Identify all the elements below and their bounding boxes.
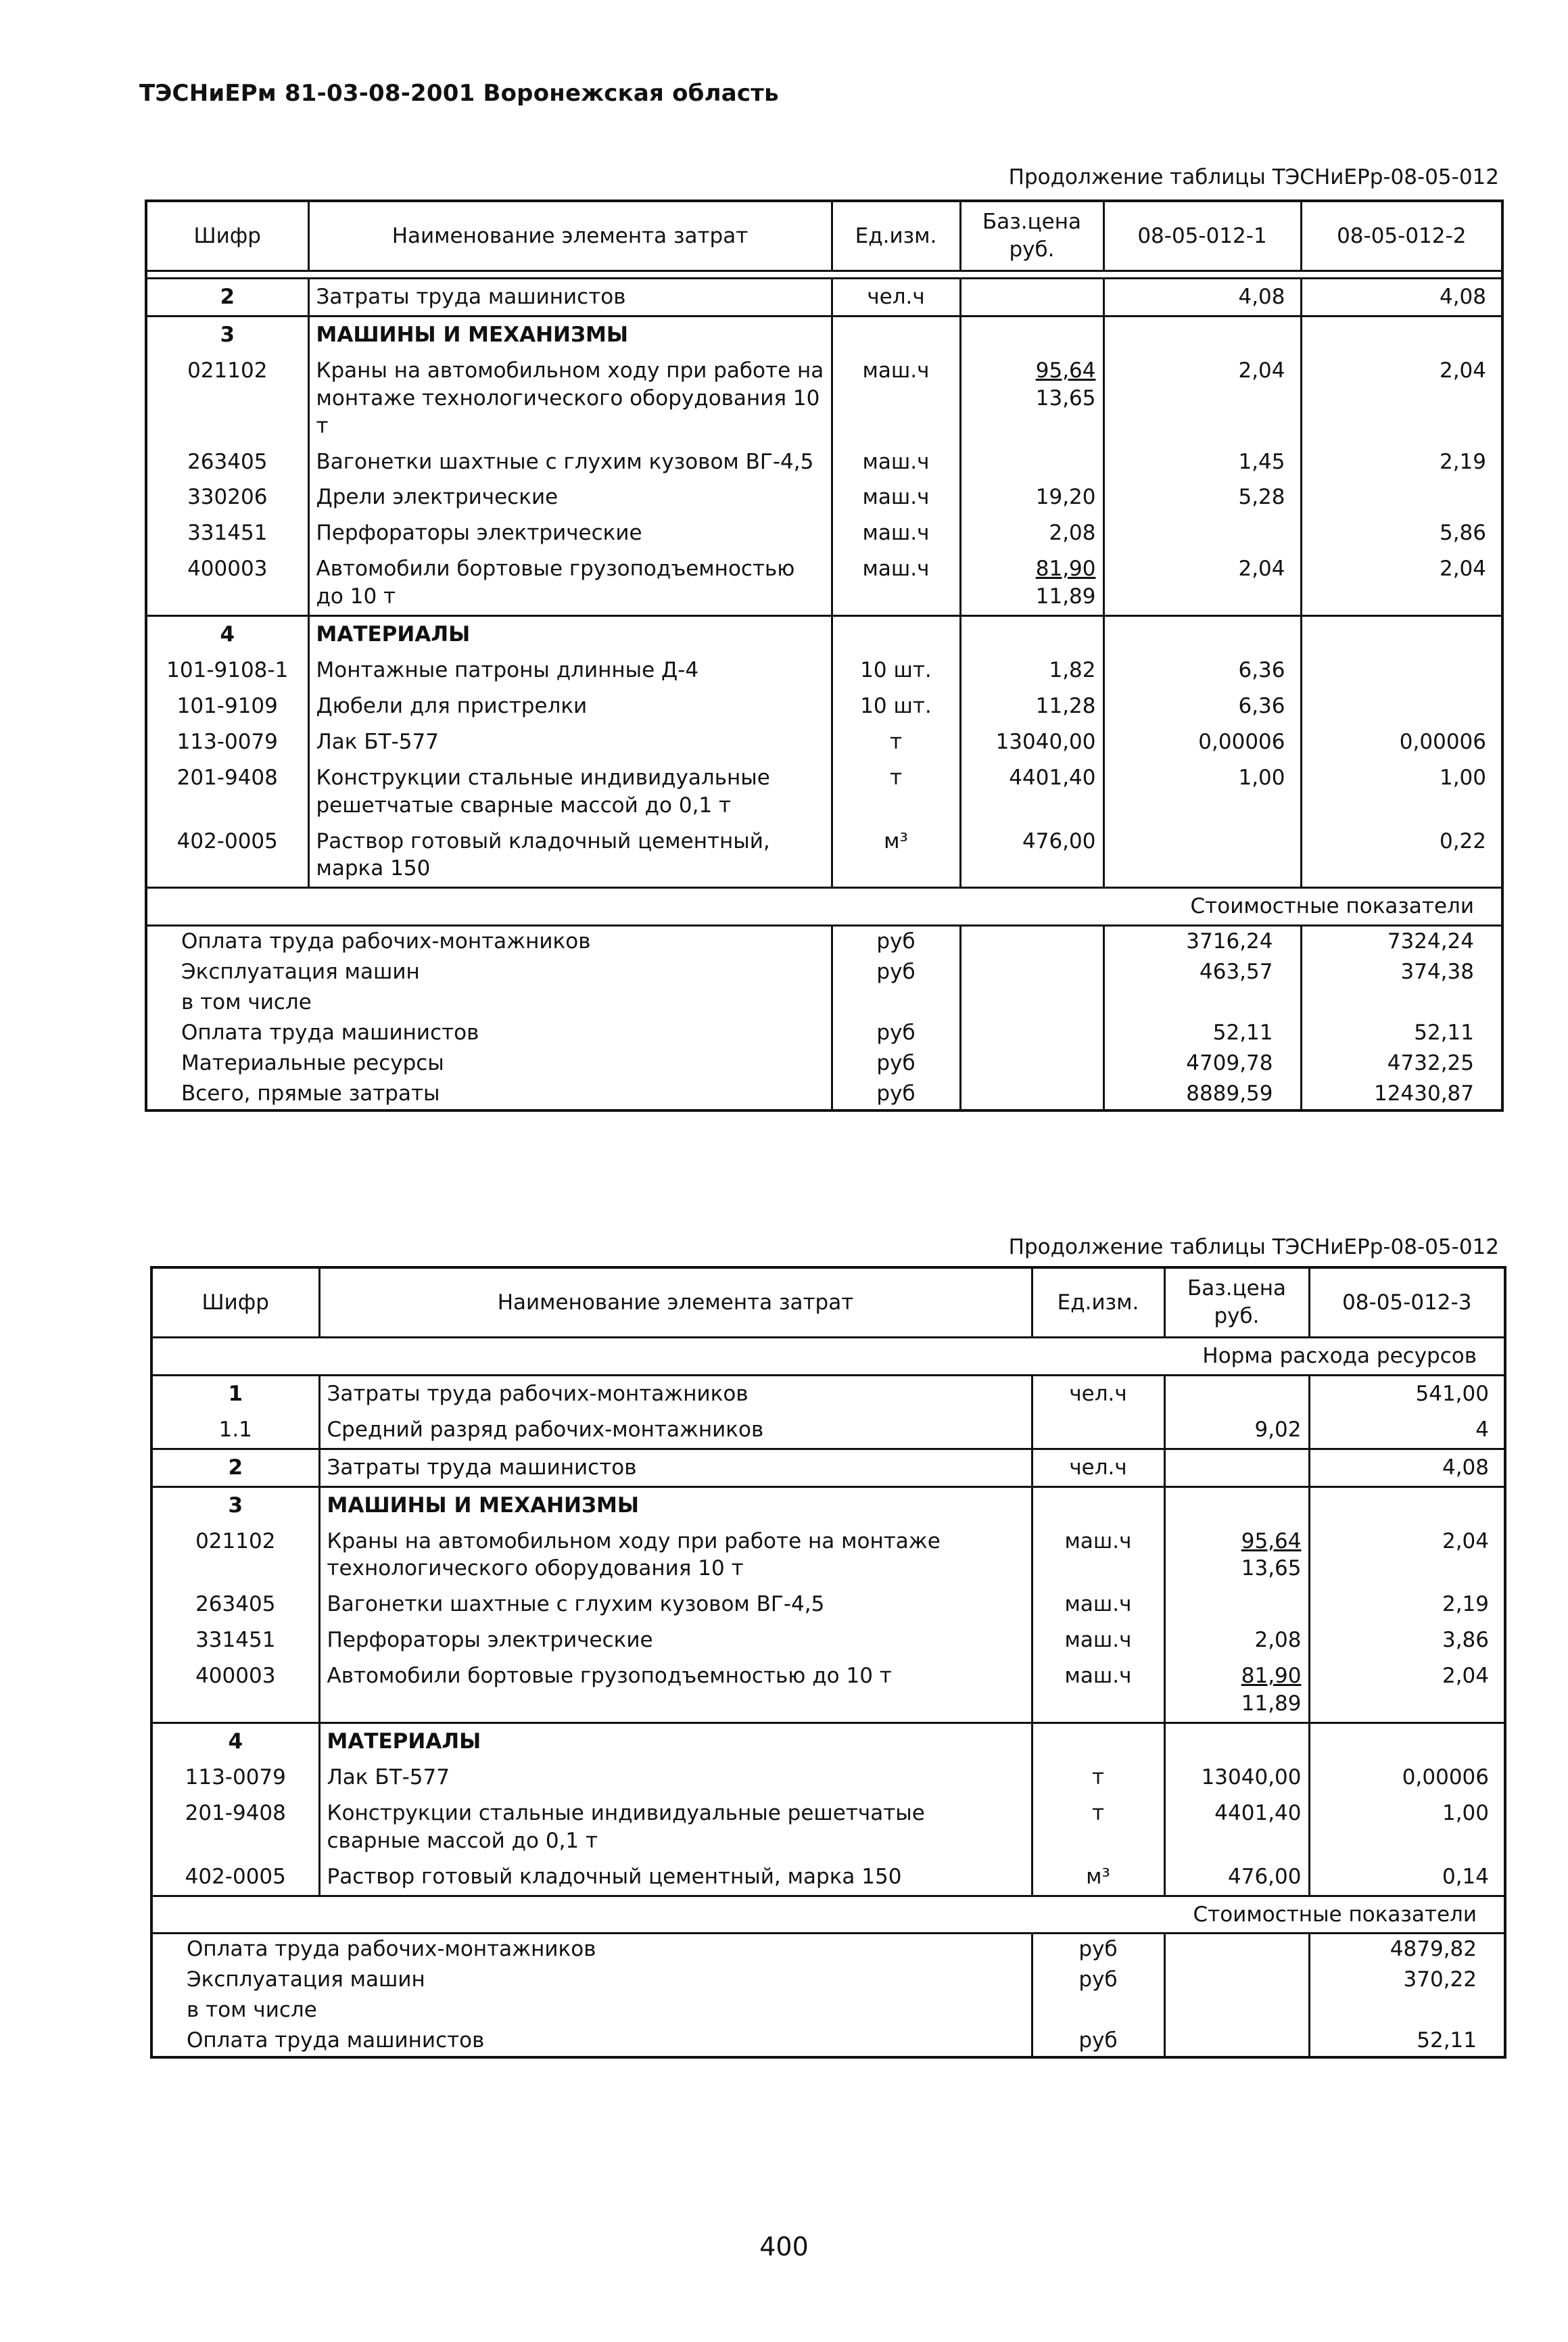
- row-name: Затраты труда рабочих-монтажников: [319, 1375, 1032, 1411]
- row-price: 4401,40: [960, 760, 1103, 824]
- row-value-c3: 0,14: [1309, 1859, 1505, 1896]
- summary-value-c3: 370,22: [1309, 1965, 1505, 1995]
- summary-row: [151, 2025, 1505, 2057]
- row-value-c2: 1,00: [1301, 760, 1502, 824]
- row-code: 2: [151, 1449, 319, 1486]
- summary-value-c1: 52,11: [1103, 1018, 1301, 1048]
- table-row: [151, 1796, 1505, 1859]
- summary-name: Материальные ресурсы: [181, 1050, 444, 1075]
- row-name: Раствор готовый кладочный цементный, марка 150: [319, 1859, 1032, 1896]
- row-name: Перфораторы электрические: [319, 1622, 1032, 1658]
- table-row: [146, 824, 1502, 888]
- table-row: [146, 653, 1502, 688]
- summary-row: [146, 987, 1502, 1018]
- table-row: [151, 1723, 1505, 1759]
- row-name: Краны на автомобильном ходу при работе на монтаже технологического оборудования 10 т: [308, 353, 832, 444]
- row-unit: маш.ч: [832, 551, 960, 615]
- col-header-c1: 08-05-012-1: [1103, 201, 1301, 271]
- row-code: 400003: [187, 557, 268, 582]
- table-row: [151, 1375, 1505, 1411]
- row-value-c1: 1,45: [1103, 444, 1301, 480]
- row-name: Перфораторы электрические: [308, 515, 832, 551]
- table-row: [151, 1412, 1505, 1449]
- section-title: МАШИНЫ И МЕХАНИЗМЫ: [319, 1486, 1032, 1523]
- table2-continuation: Продолжение таблицы ТЭСНиЕРр-08-05-012: [1008, 1235, 1499, 1259]
- table-row: [151, 1622, 1505, 1658]
- table-row: [151, 1449, 1505, 1486]
- table-row: [151, 1524, 1505, 1587]
- table-row: [146, 688, 1502, 724]
- row-value-c2: 2,19: [1301, 444, 1502, 480]
- summary-value-c2: 4732,25: [1301, 1048, 1502, 1079]
- row-name: Вагонетки шахтные с глухим кузовом ВГ-4,5: [319, 1587, 1032, 1622]
- row-value-c1: 2,04: [1103, 353, 1301, 444]
- row-value-c1: 2,04: [1103, 551, 1301, 615]
- row-name: Вагонетки шахтные с глухим кузовом ВГ-4,5: [308, 444, 832, 480]
- summary-name: Всего, прямые затраты: [181, 1081, 440, 1106]
- col-header-code: Шифр: [146, 201, 308, 271]
- row-value-c2: 4,08: [1301, 279, 1502, 317]
- summary-unit: руб: [832, 926, 960, 957]
- col-header-name: Наименование элемента затрат: [319, 1267, 1032, 1338]
- summary-unit: руб: [1032, 1965, 1164, 1995]
- row-name: Конструкции стальные индивидуальные решетчатые сварные массой до 0,1 т: [308, 760, 832, 824]
- section-code: 3: [146, 316, 308, 352]
- row-unit: м³: [832, 824, 960, 888]
- summary-name: Оплата труда машинистов: [181, 1020, 479, 1045]
- col-header-name: Наименование элемента затрат: [308, 201, 832, 271]
- row-code: 101-9109: [176, 693, 278, 718]
- row-name: Дрели электрические: [308, 479, 832, 515]
- row-value-c1: 4,08: [1103, 279, 1301, 317]
- table2-header-row: [151, 1267, 1505, 1338]
- row-unit: т: [832, 760, 960, 824]
- row-name: Автомобили бортовые грузоподъемностью до 10 т: [308, 551, 832, 615]
- row-code: 113-0079: [185, 1764, 286, 1789]
- section-title: МАШИНЫ И МЕХАНИЗМЫ: [308, 316, 832, 352]
- summary-value-c2: 52,11: [1301, 1018, 1502, 1048]
- row-price: 13040,00: [960, 724, 1103, 760]
- row-name: Затраты труда машинистов: [319, 1449, 1032, 1486]
- col-header-c3: 08-05-012-3: [1309, 1267, 1505, 1338]
- row-value-c3: 1,00: [1309, 1796, 1505, 1859]
- table-row: [146, 616, 1502, 653]
- row-price: [960, 444, 1103, 480]
- row-price: 19,20: [960, 479, 1103, 515]
- table-row: [146, 316, 1502, 352]
- price-secondary: 11,89: [1035, 584, 1096, 609]
- row-code: 113-0079: [176, 729, 278, 754]
- row-unit: маш.ч: [1032, 1587, 1164, 1622]
- row-value-c3: 541,00: [1309, 1375, 1505, 1411]
- row-value-c2: [1301, 653, 1502, 688]
- table-row: [151, 1859, 1505, 1896]
- row-code: 402-0005: [185, 1864, 286, 1889]
- summary-unit: руб: [832, 1018, 960, 1048]
- summary-unit: руб: [832, 1048, 960, 1079]
- row-unit: т: [1032, 1796, 1164, 1859]
- price-secondary: 13,65: [1035, 385, 1096, 411]
- row-name: Монтажные патроны длинные Д-4: [308, 653, 832, 688]
- row-unit: чел.ч: [832, 279, 960, 317]
- row-value-c1: 6,36: [1103, 688, 1301, 724]
- summary-value-c2: 12430,87: [1301, 1079, 1502, 1110]
- row-code: 402-0005: [176, 828, 278, 853]
- table1-continuation: Продолжение таблицы ТЭСНиЕРр-08-05-012: [1008, 165, 1499, 189]
- row-value-c1: 1,00: [1103, 760, 1301, 824]
- table2: [150, 1266, 1506, 2059]
- summary-value-c1: 3716,24: [1103, 926, 1301, 957]
- row-code: 021102: [187, 358, 268, 383]
- row-name: Раствор готовый кладочный цементный, марка 150: [308, 824, 832, 888]
- row-name: Затраты труда машинистов: [308, 279, 832, 317]
- row-value-c3: 2,04: [1309, 1658, 1505, 1723]
- summary-row: [146, 1018, 1502, 1048]
- row-value-c1: [1103, 515, 1301, 551]
- table-row: [146, 444, 1502, 480]
- row-unit: маш.ч: [832, 515, 960, 551]
- table-row: [146, 479, 1502, 515]
- summary-value-c3: 4879,82: [1309, 1934, 1505, 1965]
- summary-name: в том числе: [187, 1998, 317, 2023]
- table-row: [151, 1760, 1505, 1796]
- price-secondary: 13,65: [1241, 1556, 1302, 1581]
- row-unit: м³: [1032, 1859, 1164, 1896]
- summary-value-c2: 7324,24: [1301, 926, 1502, 957]
- page-number: 400: [759, 2232, 809, 2262]
- row-price: 4401,40: [1164, 1796, 1309, 1859]
- row-code: 1: [151, 1375, 319, 1411]
- summary-value-c1: 4709,78: [1103, 1048, 1301, 1079]
- summary-row: [151, 1934, 1505, 1965]
- col-header-price: Баз.цена руб.: [960, 201, 1103, 271]
- cost-header-label: Стоимостные показатели: [146, 888, 1502, 926]
- summary-row: [146, 957, 1502, 987]
- col-header-code: Шифр: [151, 1267, 319, 1338]
- row-price: [960, 353, 1103, 444]
- row-price: [1164, 1375, 1309, 1411]
- row-price: [1164, 1658, 1309, 1723]
- summary-unit: руб: [1032, 2025, 1164, 2057]
- price-primary: 95,64: [1035, 358, 1096, 383]
- section-title: МАТЕРИАЛЫ: [319, 1723, 1032, 1759]
- section-code: 3: [151, 1486, 319, 1523]
- row-name: Лак БТ-577: [308, 724, 832, 760]
- row-price: 2,08: [960, 515, 1103, 551]
- row-price: 476,00: [1164, 1859, 1309, 1896]
- row-code: 400003: [195, 1664, 276, 1689]
- row-code: 2: [220, 285, 235, 309]
- row-price: [1164, 1587, 1309, 1622]
- row-value-c3: 4: [1309, 1412, 1505, 1449]
- norm-header-row: [151, 1338, 1505, 1376]
- row-code: 021102: [195, 1528, 276, 1553]
- row-unit: маш.ч: [832, 444, 960, 480]
- summary-name: Оплата труда рабочих-монтажников: [187, 1937, 596, 1962]
- row-price: 476,00: [960, 824, 1103, 888]
- row-unit: [1032, 1412, 1164, 1449]
- row-price: 9,02: [1164, 1412, 1309, 1449]
- row-value-c3: 0,00006: [1309, 1760, 1505, 1796]
- summary-row: [146, 926, 1502, 957]
- table-row: [151, 1587, 1505, 1622]
- row-code: 263405: [195, 1592, 276, 1617]
- row-value-c2: 0,00006: [1301, 724, 1502, 760]
- row-name: Дюбели для пристрелки: [308, 688, 832, 724]
- table1: [145, 200, 1504, 1112]
- row-value-c3: 2,19: [1309, 1587, 1505, 1622]
- row-price: [1164, 1524, 1309, 1587]
- row-unit: маш.ч: [1032, 1658, 1164, 1723]
- table1-header-row: [146, 201, 1502, 271]
- row-price: [960, 551, 1103, 615]
- col-header-unit: Ед.изм.: [832, 201, 960, 271]
- row-price: 11,28: [960, 688, 1103, 724]
- row-value-c3: 3,86: [1309, 1622, 1505, 1658]
- table-row: [146, 515, 1502, 551]
- summary-row: [151, 1965, 1505, 1995]
- row-code: 330206: [187, 485, 268, 510]
- summary-value-c2: 374,38: [1301, 957, 1502, 987]
- price-primary: 81,90: [1035, 557, 1096, 582]
- col-header-price: Баз.цена руб.: [1164, 1267, 1309, 1338]
- summary-value-c1: 463,57: [1103, 957, 1301, 987]
- row-unit: т: [1032, 1760, 1164, 1796]
- row-code: 1.1: [218, 1417, 252, 1442]
- table-row: [146, 551, 1502, 615]
- price-secondary: 11,89: [1241, 1691, 1302, 1716]
- section-title: МАТЕРИАЛЫ: [308, 616, 832, 653]
- row-value-c2: 2,04: [1301, 353, 1502, 444]
- row-name: Конструкции стальные индивидуальные решетчатые сварные массой до 0,1 т: [319, 1796, 1032, 1859]
- cost-header-label: Стоимостные показатели: [151, 1896, 1505, 1934]
- cost-indicators-header: [146, 888, 1502, 926]
- norm-header-label: Норма расхода ресурсов: [151, 1338, 1505, 1376]
- row-value-c1: 0,00006: [1103, 724, 1301, 760]
- section-code: 4: [151, 1723, 319, 1759]
- table-row: [146, 353, 1502, 444]
- row-value-c1: 6,36: [1103, 653, 1301, 688]
- row-name: Лак БТ-577: [319, 1760, 1032, 1796]
- row-value-c2: 5,86: [1301, 515, 1502, 551]
- summary-name: Эксплуатация машин: [181, 960, 420, 985]
- row-value-c2: 0,22: [1301, 824, 1502, 888]
- table-row: [151, 1658, 1505, 1723]
- summary-row: [146, 1048, 1502, 1079]
- table-row: [146, 724, 1502, 760]
- row-value-c1: 5,28: [1103, 479, 1301, 515]
- row-price: [1164, 1449, 1309, 1486]
- cost-indicators-header: [151, 1896, 1505, 1934]
- row-code: 331451: [187, 521, 268, 546]
- summary-name: Оплата труда рабочих-монтажников: [181, 929, 591, 954]
- section-code: 4: [146, 616, 308, 653]
- row-name: Автомобили бортовые грузоподъемностью до 10 т: [319, 1658, 1032, 1723]
- col-header-unit: Ед.изм.: [1032, 1267, 1164, 1338]
- row-price: 13040,00: [1164, 1760, 1309, 1796]
- price-primary: 95,64: [1241, 1528, 1302, 1553]
- row-value-c3: 2,04: [1309, 1524, 1505, 1587]
- row-value-c2: [1301, 479, 1502, 515]
- summary-unit: руб: [832, 957, 960, 987]
- summary-name: Оплата труда машинистов: [187, 2028, 485, 2053]
- row-unit: маш.ч: [1032, 1524, 1164, 1587]
- row-value-c2: 2,04: [1301, 551, 1502, 615]
- row-code: 331451: [195, 1628, 276, 1653]
- summary-value-c1: 8889,59: [1103, 1079, 1301, 1110]
- row-value-c2: [1301, 688, 1502, 724]
- row-price: 2,08: [1164, 1622, 1309, 1658]
- summary-unit: руб: [1032, 1934, 1164, 1965]
- row-unit: маш.ч: [832, 479, 960, 515]
- summary-name: Эксплуатация машин: [187, 1967, 425, 1992]
- summary-row: [146, 1079, 1502, 1110]
- row-name: Краны на автомобильном ходу при работе на монтаже технологического оборудования 10 т: [319, 1524, 1032, 1587]
- row-unit: маш.ч: [1032, 1622, 1164, 1658]
- summary-value-c3: 52,11: [1309, 2025, 1505, 2057]
- row-code: 263405: [187, 449, 268, 474]
- row-value-c1: [1103, 824, 1301, 888]
- table-row: [151, 1486, 1505, 1523]
- row-code: 201-9408: [185, 1800, 286, 1825]
- summary-name: в том числе: [181, 990, 312, 1015]
- row-unit: т: [832, 724, 960, 760]
- row-unit: чел.ч: [1032, 1375, 1164, 1411]
- row-price: [960, 279, 1103, 317]
- row-value-c3: 4,08: [1309, 1449, 1505, 1486]
- row-unit: маш.ч: [832, 353, 960, 444]
- row-code: 201-9408: [176, 765, 278, 790]
- row-name: Средний разряд рабочих-монтажников: [319, 1412, 1032, 1449]
- row-unit: 10 шт.: [832, 653, 960, 688]
- row-code: 101-9108-1: [166, 657, 289, 682]
- price-primary: 81,90: [1241, 1664, 1302, 1689]
- page-header: ТЭСНиЕРм 81-03-08-2001 Воронежская область: [139, 80, 779, 107]
- col-header-c2: 08-05-012-2: [1301, 201, 1502, 271]
- summary-unit: руб: [832, 1079, 960, 1110]
- table-row: [146, 279, 1502, 317]
- row-unit: чел.ч: [1032, 1449, 1164, 1486]
- table-row: [146, 760, 1502, 824]
- summary-row: [151, 1995, 1505, 2025]
- row-price: 1,82: [960, 653, 1103, 688]
- row-unit: 10 шт.: [832, 688, 960, 724]
